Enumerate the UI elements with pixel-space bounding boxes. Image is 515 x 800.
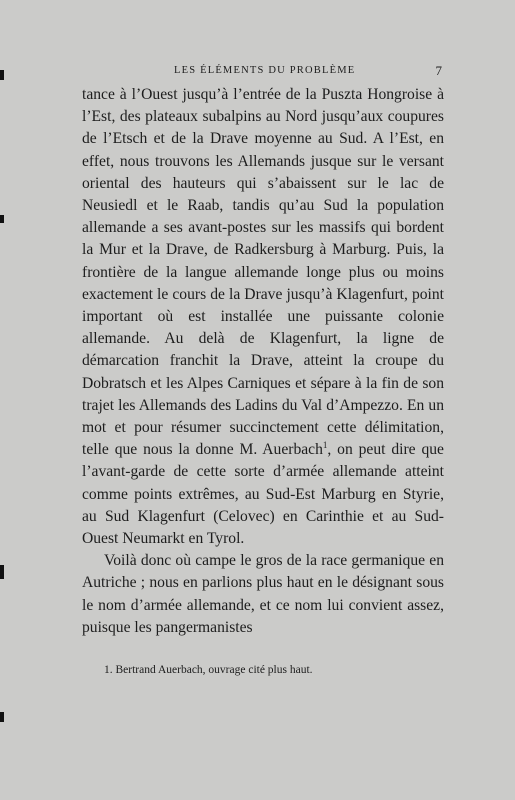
binding-mark [0, 712, 4, 722]
page-header [82, 63, 442, 81]
binding-mark [0, 215, 4, 223]
binding-mark [0, 70, 4, 80]
binding-mark [0, 565, 4, 579]
page-number: 7 [435, 63, 442, 78]
body-text [82, 84, 444, 639]
footnote: 1. Bertrand Auerbach, ouvrage cité plus haut. [104, 664, 313, 676]
paragraph-text: , on peut dire que l’avant-garde de cette sorte d’armée allemande atteint comme points extrêmes, au Sud-Est Marburg en Styrie, au Sud Klagenfurt (Celovec) en Carinthie et au Sud-Ouest Neumarkt en Tyrol. [82, 441, 444, 548]
paragraph: Voilà donc où campe le gros de la race germanique en Autriche ; nous en parlions plus haut en le désignant sous le nom d’armée allemande, et ce nom lui convient assez, puisque les pangermanistes [82, 552, 444, 636]
footnote-reference: 1 [322, 440, 328, 451]
paragraph-text: tance à l’Ouest jusqu’à l’entrée de la Puszta Hongroise à l’Est, des plateaux subalpins au Nord jusqu’aux coupures de l’Etsch et de la Drave moyenne au Sud. A l’Est, en effet, nous trouvons les Allemands jusque sur le versant oriental des hauteurs qui s’abaissent sur le lac de Neusiedl et le Raab, tandis qu’au Sud la population allemande a ses avant-postes sur les massifs qui bordent la Mur et la Drave, de Radkersburg à Marburg. Puis, la frontière de la langue allemande longe plus ou moins exactement le cours de la Drave jusqu’à Klagenfurt, point important où est installée une puissante colonie allemande. Au delà de Klagenfurt, la ligne de démarcation franchit la Drave, atteint la croupe du Dobratsch et les Alpes Carniques et sépare à la fin de son trajet les Allemands des Ladins du Val d’Ampezzo. En un mot et pour résumer succinctement cette délimitation, telle que nous la donne M. Auerbach [82, 86, 444, 459]
running-head: LES ÉLÉMENTS DU PROBLÈME [174, 65, 356, 76]
paragraph [82, 84, 444, 550]
